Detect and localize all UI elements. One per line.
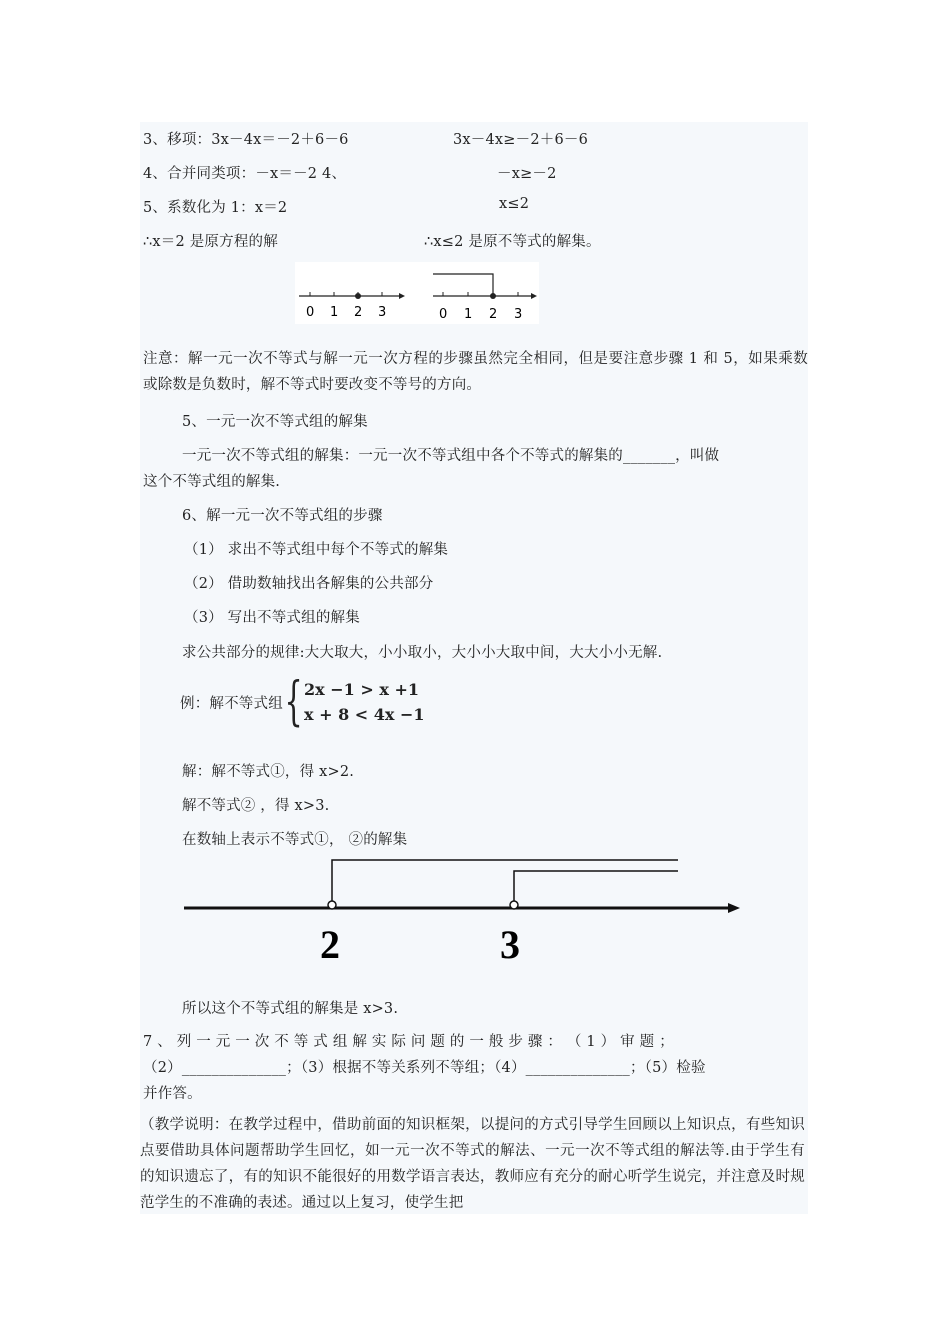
system-equations — [304, 677, 425, 727]
note-paragraph: 注意：解一元一次不等式与解一元一次方程的步骤虽然完全相同，但是要注意步骤 1 和 5，如果乘数或除数是负数时，解不等式时要改变不等号的方向。 — [143, 351, 808, 393]
solution-step2: 解不等式② ，得 x>3. — [182, 798, 330, 814]
solution-bracket — [433, 274, 493, 296]
tick-label: 0 — [439, 307, 448, 322]
step3-equation: 3、移项：3x－4x＝－2＋6－6 — [143, 132, 349, 148]
tick-label: 3 — [378, 305, 387, 320]
section7-line1: 7 、 列 一 元 一 次 不 等 式 组 解 实 际 问 题 的 一 般 步 骤 ： （ 1 ） 审 题 ； — [143, 1034, 674, 1050]
solution-point — [490, 293, 496, 299]
step5-inequality: x≤2 — [499, 196, 530, 212]
step4-inequality: －x≥－2 — [497, 166, 557, 182]
section5-definition-line2: 这个不等式组的解集. — [143, 474, 281, 490]
tick-label: 2 — [354, 305, 363, 320]
solution-bracket-x-gt-2 — [332, 860, 678, 903]
inequality-system — [180, 672, 425, 732]
step-item: （1） 求出不等式组中每个不等式的解集 — [184, 542, 449, 558]
open-circle-3 — [510, 901, 518, 909]
step4-equation: 4、合并同类项：－x＝－2 4、 — [143, 166, 347, 182]
system-conclusion: 所以这个不等式组的解集是 x>3. — [182, 1001, 399, 1017]
solution-bracket-x-gt-3 — [514, 871, 678, 903]
step3-inequality: 3x－4x≥－2＋6－6 — [453, 132, 589, 148]
fill-blank: _______ — [623, 448, 676, 464]
inequality-1: 2x −1 > x +1 — [304, 680, 419, 699]
tick-label: 1 — [464, 307, 473, 322]
inequality-2: x + 8 < 4x −1 — [304, 705, 425, 724]
example-label: 例：解不等式组 — [180, 695, 283, 712]
brace-symbol: { — [284, 672, 303, 732]
tick-label: 0 — [306, 305, 315, 320]
tick-label: 2 — [489, 307, 498, 322]
axis-caption: 在数轴上表示不等式①， ②的解集 — [182, 832, 408, 848]
axis-label-2: 2 — [320, 922, 340, 967]
common-part-rule: 求公共部分的规律:大大取大，小小取小，大小小大取中间，大大小小无解. — [182, 645, 663, 661]
step5-equation: 5、系数化为 1：x＝2 — [143, 200, 288, 216]
section5-definition — [182, 444, 719, 465]
tick-label: 1 — [330, 305, 339, 320]
step-item: （3） 写出不等式组的解集 — [184, 610, 360, 626]
solution-number-line — [180, 855, 750, 970]
section5-heading: 5、一元一次不等式组的解集 — [182, 414, 368, 430]
teaching-note: （教学说明：在教学过程中，借助前面的知识框架，以提问的方式引导学生回顾以上知识点，有些知识点要借助具体问题帮助学生回忆，如一元一次不等式的解法、一元一次不等式组的解法等.由于学生有的知识遗忘了，有的知识不能很好的用数学语言表达，教师应有充分的耐心听学生说完，并注意及时规范学生的不准确的表述。通过以上复习，使学生把 — [140, 1117, 805, 1211]
tick-label: 3 — [514, 307, 523, 322]
section6-heading: 6、解一元一次不等式组的步骤 — [182, 508, 383, 524]
step-item: （2） 借助数轴找出各解集的公共部分 — [184, 576, 434, 592]
section7-line3: 并作答。 — [143, 1086, 202, 1102]
section7-line2: （2）______________；（3）根据不等关系列不等组；（4）______________；（5）检验 — [143, 1060, 706, 1076]
solution-step1: 解：解不等式①，得 x>2. — [182, 764, 355, 780]
conclusion-inequality: ∴x≤2 是原不等式的解集。 — [424, 234, 601, 250]
open-circle-2 — [328, 901, 336, 909]
conclusion-equation: ∴x＝2 是原方程的解 — [143, 234, 278, 250]
small-number-lines — [295, 262, 539, 324]
section5-text: 一元一次不等式组的解集：一元一次不等式组中各个不等式的解集的 — [182, 448, 623, 464]
inequality-number-line — [433, 274, 537, 322]
section5-text-end: ，叫做 — [675, 448, 720, 464]
axis-label-3: 3 — [500, 922, 520, 967]
equation-number-line — [299, 292, 405, 320]
solution-point — [355, 293, 361, 299]
